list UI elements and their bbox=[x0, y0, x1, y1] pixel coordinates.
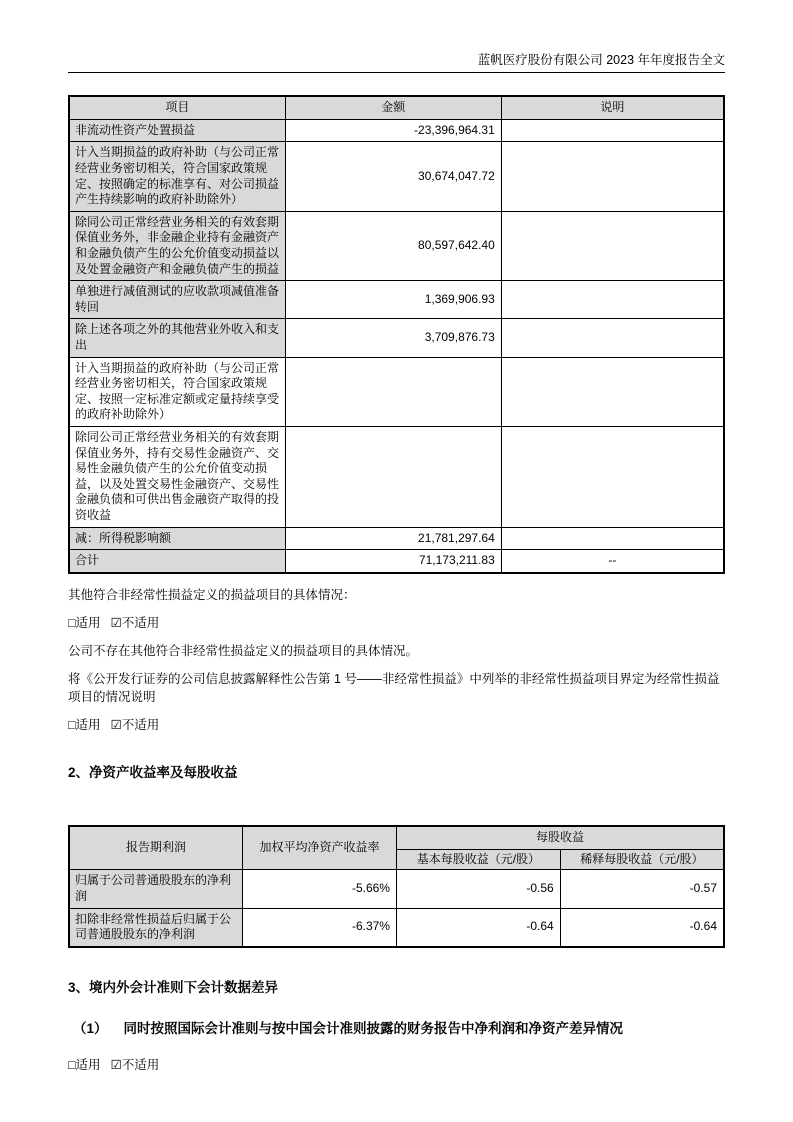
section-3-sub1-heading bbox=[68, 1017, 725, 1037]
table-row bbox=[69, 426, 724, 527]
note-cell bbox=[501, 211, 724, 280]
diluted-eps-cell: -0.57 bbox=[560, 870, 724, 908]
table-row bbox=[69, 357, 724, 426]
checkbox-not-applicable: ☑不适用 bbox=[110, 717, 160, 732]
note-cell bbox=[501, 426, 724, 527]
amount-cell: 71,173,211.83 bbox=[285, 550, 501, 573]
amount-cell: 1,369,906.93 bbox=[285, 281, 501, 319]
item-cell: 除同公司正常经营业务相关的有效套期保值业务外，持有交易性金融资产、交易性金融负债产生的公允价值变动损益，以及处置交易性金融资产、交易性金融负债和可供出售金融资产取得的投资收益 bbox=[69, 426, 285, 527]
item-cell: 非流动性资产处置损益 bbox=[69, 119, 285, 142]
checkbox-not-applicable: ☑不适用 bbox=[110, 615, 160, 630]
note-cell bbox=[501, 119, 724, 142]
note-cell bbox=[501, 319, 724, 357]
table-row bbox=[69, 119, 724, 142]
item-cell: 除同公司正常经营业务相关的有效套期保值业务外，非金融企业持有金融资产和金融负债产生的公允价值变动损益以及处置金融资产和金融负债产生的损益 bbox=[69, 211, 285, 280]
report-title: 蓝帆医疗股份有限公司 2023 年年度报告全文 bbox=[477, 53, 725, 67]
item-cell: 合计 bbox=[69, 550, 285, 573]
column-header-note: 说明 bbox=[501, 96, 724, 119]
checkbox-applicable: □适用 bbox=[68, 717, 101, 732]
column-header-item: 项目 bbox=[69, 96, 285, 119]
note-cell bbox=[501, 281, 724, 319]
item-cell: 减：所得税影响额 bbox=[69, 527, 285, 550]
checkbox-line bbox=[68, 615, 725, 632]
checkbox-not-applicable: ☑不适用 bbox=[110, 1057, 160, 1072]
roe-cell: -6.37% bbox=[243, 908, 397, 947]
non-recurring-items-table bbox=[68, 95, 725, 573]
amount-cell: 21,781,297.64 bbox=[285, 527, 501, 550]
note-cell: -- bbox=[501, 550, 724, 573]
table-row bbox=[69, 870, 724, 908]
note-cell bbox=[501, 357, 724, 426]
classification-note-text: 将《公开发行证券的公司信息披露解释性公告第 1 号——非经常性损益》中列举的非经常性损益项目界定为经常性损益项目的情况说明 bbox=[68, 672, 720, 704]
item-cell: 归属于公司普通股股东的净利润 bbox=[69, 870, 243, 908]
roe-eps-table bbox=[68, 825, 725, 948]
amount-cell: 3,709,876.73 bbox=[285, 319, 501, 357]
not-exist-text: 公司不存在其他符合非经常性损益定义的损益项目的具体情况。 bbox=[68, 644, 419, 659]
column-header-profit: 报告期利润 bbox=[69, 826, 243, 870]
sub-heading-number: （1） bbox=[73, 1020, 108, 1036]
other-specifics-text: 其他符合非经常性损益定义的损益项目的具体情况： bbox=[68, 587, 356, 602]
note-cell bbox=[501, 527, 724, 550]
table-row bbox=[69, 908, 724, 947]
table-row bbox=[69, 527, 724, 550]
item-cell: 单独进行减值测试的应收款项减值准备转回 bbox=[69, 281, 285, 319]
checkbox-applicable: □适用 bbox=[68, 1057, 101, 1072]
amount-cell bbox=[285, 426, 501, 527]
note-cell bbox=[501, 142, 724, 211]
basic-eps-cell: -0.56 bbox=[396, 870, 560, 908]
table-row bbox=[69, 211, 724, 280]
diluted-eps-cell: -0.64 bbox=[560, 908, 724, 947]
amount-cell: 80,597,642.40 bbox=[285, 211, 501, 280]
section-2-heading: 2、净资产收益率及每股收益 bbox=[68, 765, 238, 781]
item-cell: 除上述各项之外的其他营业外收入和支出 bbox=[69, 319, 285, 357]
column-header-eps-group: 每股收益 bbox=[396, 826, 724, 849]
item-cell: 计入当期损益的政府补助（与公司正常经营业务密切相关，符合国家政策规定、按照一定标准定额或定量持续享受的政府补助除外） bbox=[69, 357, 285, 426]
column-header-amount: 金额 bbox=[285, 96, 501, 119]
roe-cell: -5.66% bbox=[243, 870, 397, 908]
table-header-row bbox=[69, 826, 724, 849]
table-row bbox=[69, 319, 724, 357]
column-header-basic-eps: 基本每股收益（元/股） bbox=[396, 849, 560, 870]
amount-cell bbox=[285, 357, 501, 426]
checkbox-line bbox=[68, 717, 725, 734]
sub-heading-text: 同时按照国际会计准则与按中国会计准则披露的财务报告中净利润和净资产差异情况 bbox=[123, 1020, 624, 1036]
table-row bbox=[69, 281, 724, 319]
item-cell: 计入当期损益的政府补助（与公司正常经营业务密切相关，符合国家政策规定、按照确定的标准享有、对公司损益产生持续影响的政府补助除外） bbox=[69, 142, 285, 211]
basic-eps-cell: -0.64 bbox=[396, 908, 560, 947]
item-cell: 扣除非经常性损益后归属于公司普通股股东的净利润 bbox=[69, 908, 243, 947]
document-header bbox=[68, 0, 725, 73]
checkbox-line bbox=[68, 1057, 725, 1074]
table-row-total bbox=[69, 550, 724, 573]
table-header-row bbox=[69, 96, 724, 119]
section-3-heading: 3、境内外会计准则下会计数据差异 bbox=[68, 979, 279, 995]
column-header-weighted-roe: 加权平均净资产收益率 bbox=[243, 826, 397, 870]
amount-cell: 30,674,047.72 bbox=[285, 142, 501, 211]
table-row bbox=[69, 142, 724, 211]
column-header-diluted-eps: 稀释每股收益（元/股） bbox=[560, 849, 724, 870]
checkbox-applicable: □适用 bbox=[68, 615, 101, 630]
amount-cell: -23,396,964.31 bbox=[285, 119, 501, 142]
